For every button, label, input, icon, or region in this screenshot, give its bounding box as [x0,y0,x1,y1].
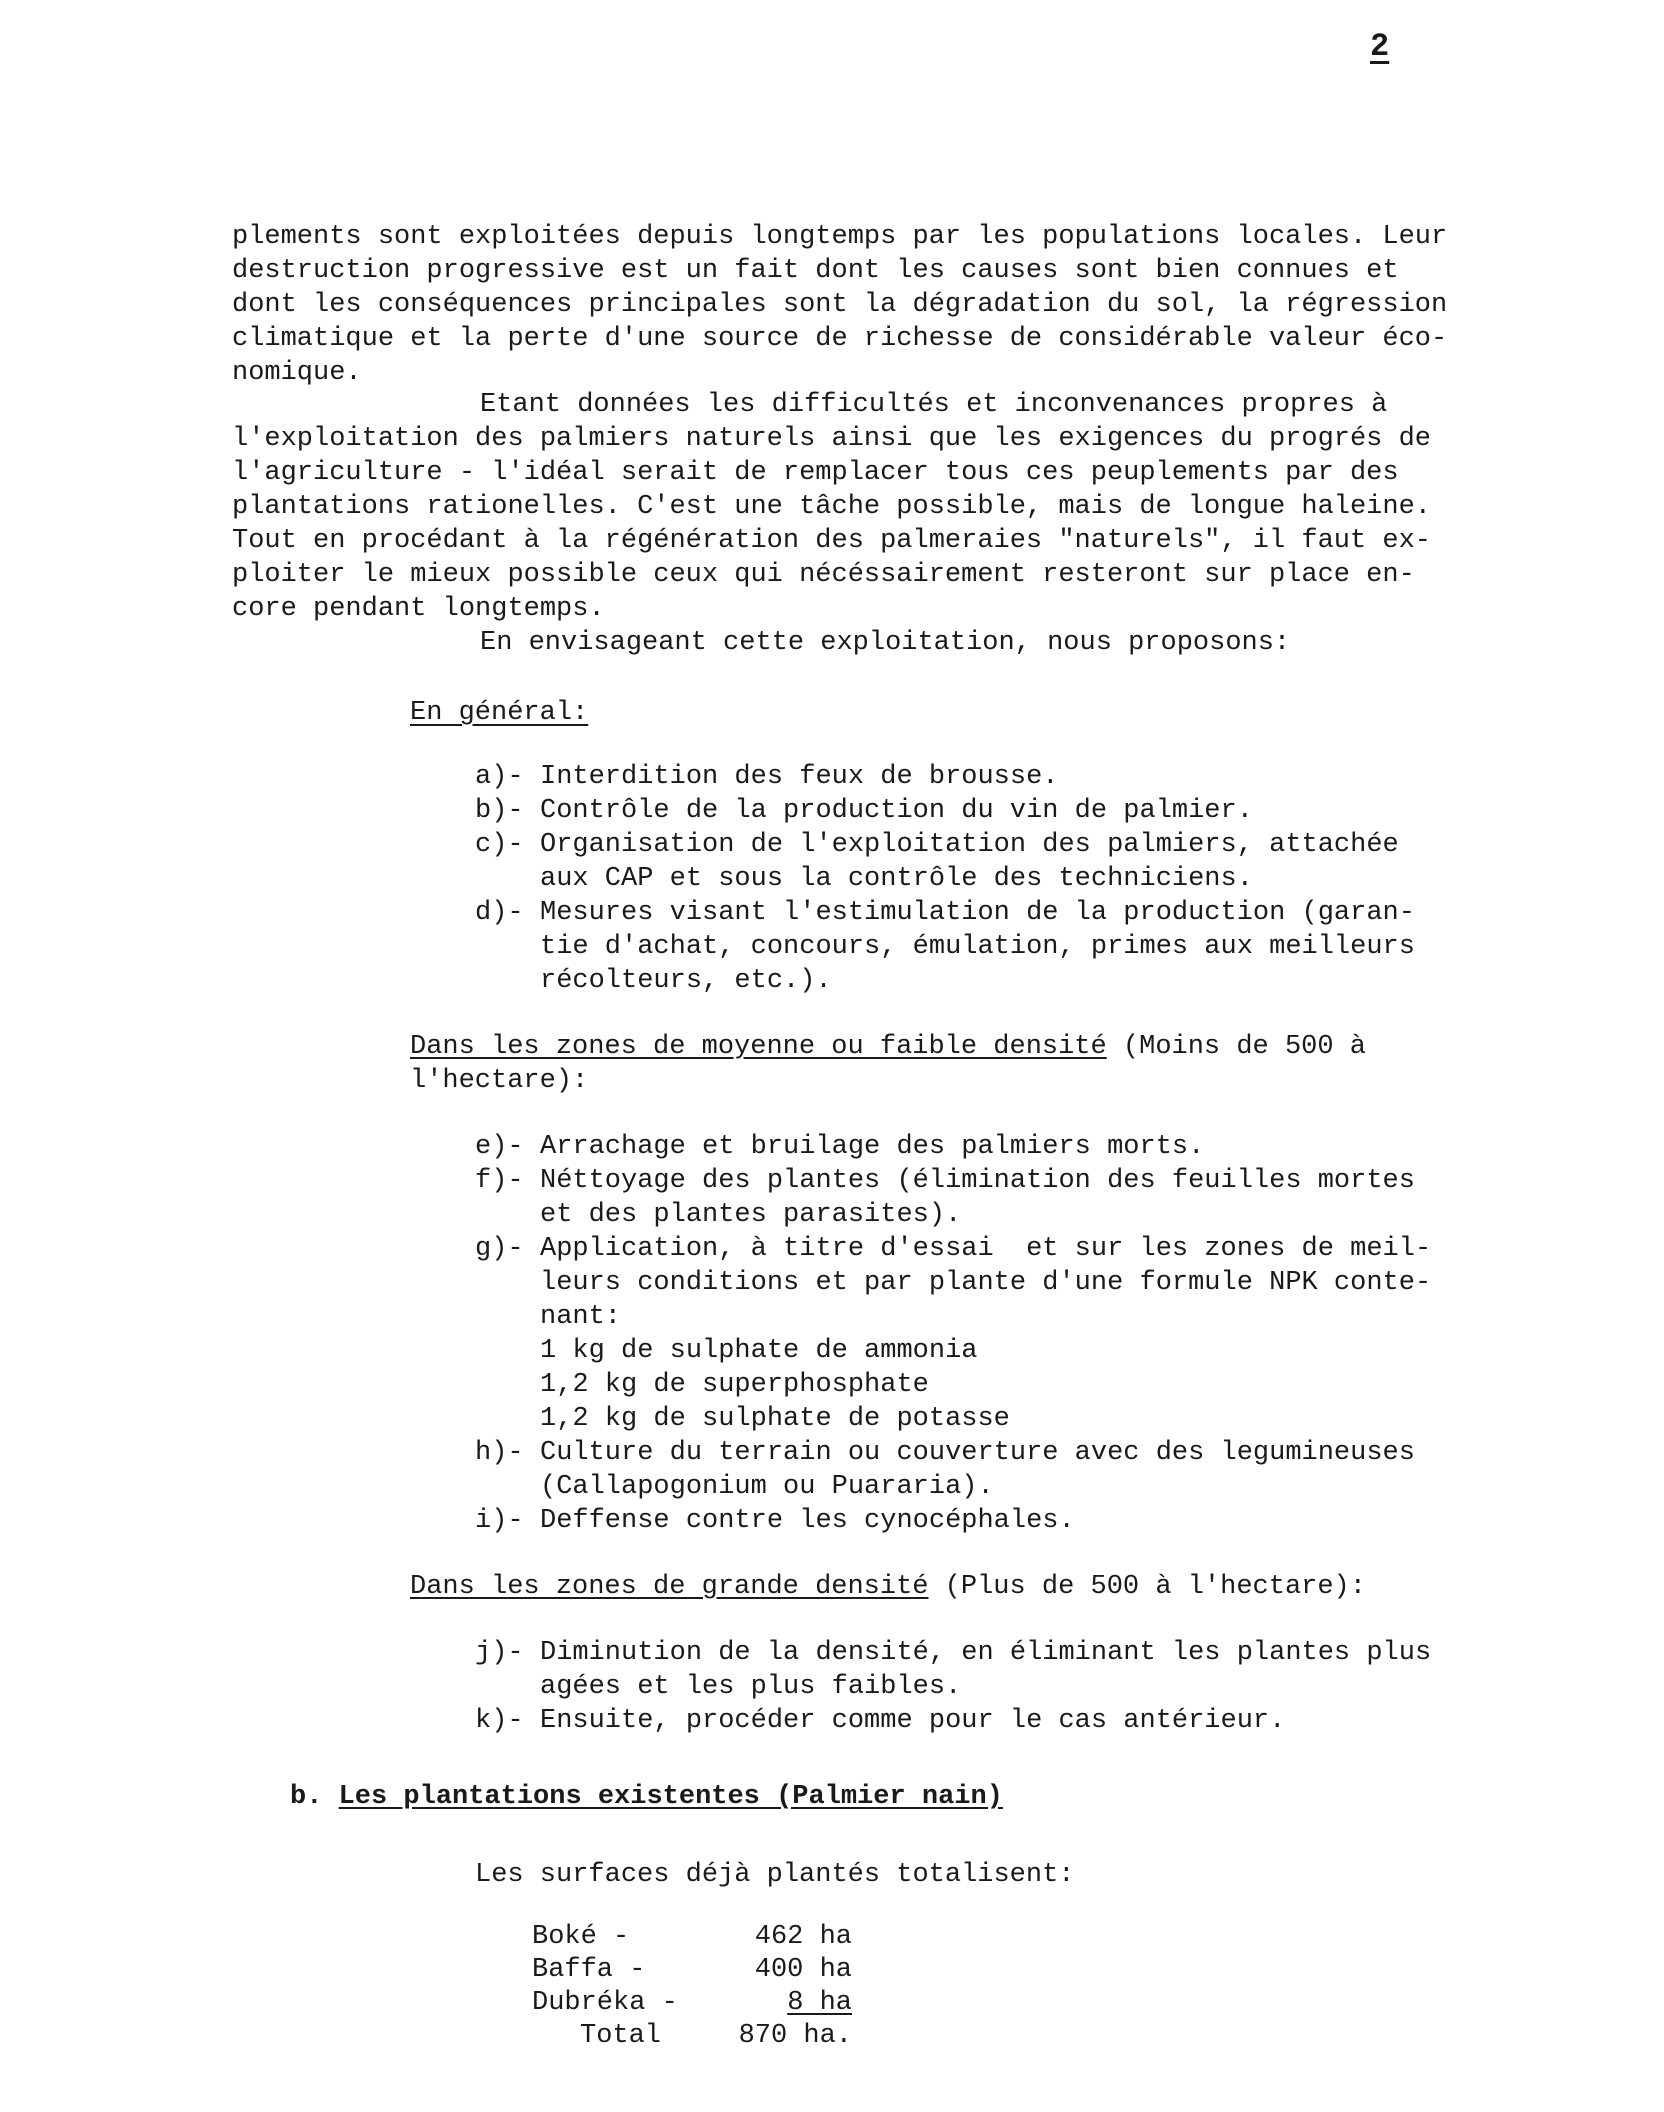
item-label: k)- [475,1706,524,1736]
item-text: Deffense contre les cynocéphales. [540,1506,1075,1536]
item-label: b)- [475,796,524,826]
section-b-heading [290,1780,1003,1814]
item-text: Néttoyage des plantes (élimination des feuilles mortes [540,1166,1415,1196]
table-cell-place: Baffa - [532,1955,646,1985]
item-text: Arrachage et bruilage des palmiers morts. [540,1132,1205,1162]
text-line: destruction progressive est un fait dont les causes sont bien connues et [232,256,1399,286]
heading-zone-medium-line2: l'hectare): [410,1066,589,1096]
table-cell-place: Dubréka - [532,1988,678,2018]
table-row [532,1953,852,1986]
text-line: climatique et la perte d'une source de richesse de considérable valeur éco- [232,324,1448,354]
list-item-f [475,1164,1415,1232]
text-line: Tout en procédant à la régénération des palmeraies "naturels", il faut ex- [232,526,1431,556]
list-item-d [475,896,1415,998]
item-text: tie d'achat, concours, émulation, primes aux meilleurs [540,932,1415,962]
heading-rest: (Moins de 500 à [1106,1032,1366,1062]
item-label: g)- [475,1234,524,1264]
item-label: j)- [475,1638,524,1668]
table-row-total [532,2019,852,2052]
heading-zone-high [410,1570,1366,1604]
surfaces-intro: Les surfaces déjà plantés totalisent: [475,1860,1075,1890]
item-label: h)- [475,1438,524,1468]
text-line: ploiter le mieux possible ceux qui nécéssairement resteront sur place en- [232,560,1415,590]
item-text: leurs conditions et par plante d'une formule NPK conte- [540,1268,1432,1298]
item-text: et des plantes parasites). [540,1200,962,1230]
table-cell-area: 400 ha [754,1955,852,1985]
list-item-e [475,1130,1415,1164]
list-item-g [475,1232,1432,1436]
item-text: 1,2 kg de superphosphate [540,1370,929,1400]
section-title: Les plantations existentes (Palmier nain) [338,1782,1003,1812]
list-item-i [475,1504,1415,1538]
intro-paragraph [232,220,1448,390]
item-text: Interdition des feux de brousse. [540,762,1059,792]
text-line: l'exploitation des palmiers naturels ainsi que les exigences du progrés de [232,424,1431,454]
item-text: agées et les plus faibles. [540,1672,962,1702]
text-line: plantations rationelles. C'est une tâche possible, mais de longue haleine. [232,492,1431,522]
item-text: Culture du terrain ou couverture avec des legumineuses [540,1438,1415,1468]
heading-rest: (Plus de 500 à l'hectare): [928,1572,1366,1602]
item-label: i)- [475,1506,524,1536]
table-cell-area: 8 ha [787,1988,852,2018]
list-item-k [475,1704,1415,1738]
surfaces-table [532,1920,852,2052]
list-item-a [475,760,1415,794]
item-label: c)- [475,830,524,860]
item-text: Ensuite, procéder comme pour le cas antérieur. [540,1706,1286,1736]
text-line: l'agriculture - l'idéal serait de remplacer tous ces peuplements par des [232,458,1399,488]
item-text: Organisation de l'exploitation des palmiers, attachée [540,830,1399,860]
total-value: 870 ha. [738,2021,852,2051]
text-line: core pendant longtemps. [232,594,605,624]
list-item-b [475,794,1415,828]
section-number: b. [290,1782,323,1812]
total-label: Total [580,2021,662,2051]
heading-underlined: Dans les zones de grande densité [410,1572,929,1602]
heading-zone-medium [410,1030,1366,1064]
table-cell-place: Boké - [532,1922,630,1952]
item-text: aux CAP et sous la contrôle des techniciens. [540,864,1253,894]
paragraph-difficulties [232,388,1431,626]
heading-underlined: Dans les zones de moyenne ou faible densité [410,1032,1107,1062]
item-text: nant: [540,1302,622,1332]
item-label: f)- [475,1166,524,1196]
text-line: nomique. [232,358,362,388]
item-text: récolteurs, etc.). [540,966,832,996]
heading-general: En général: [410,698,589,728]
item-text: (Callapogonium ou Puararia). [540,1472,994,1502]
table-row [532,1986,852,2019]
list-item-j [475,1636,1432,1704]
item-text: Application, à titre d'essai et sur les zones de meil- [540,1234,1432,1264]
item-text: 1 kg de sulphate de ammonia [540,1336,978,1366]
page-number: 2 [1370,28,1390,65]
list-item-c [475,828,1415,896]
item-text: Mesures visant l'estimulation de la production (garan- [540,898,1415,928]
paragraph-proposal: En envisageant cette exploitation, nous proposons: [480,628,1291,658]
text-line: plements sont exploitées depuis longtemps par les populations locales. Leur [232,222,1448,252]
text-line: dont les conséquences principales sont la dégradation du sol, la régression [232,290,1448,320]
text-line: Etant données les difficultés et inconvenances propres à [480,390,1388,420]
item-text: Contrôle de la production du vin de palmier. [540,796,1253,826]
item-label: d)- [475,898,524,928]
item-label: e)- [475,1132,524,1162]
table-row [532,1920,852,1953]
item-text: 1,2 kg de sulphate de potasse [540,1404,1010,1434]
item-label: a)- [475,762,524,792]
item-text: Diminution de la densité, en éliminant les plantes plus [540,1638,1432,1668]
list-item-h [475,1436,1415,1504]
table-cell-area: 462 ha [754,1922,852,1952]
